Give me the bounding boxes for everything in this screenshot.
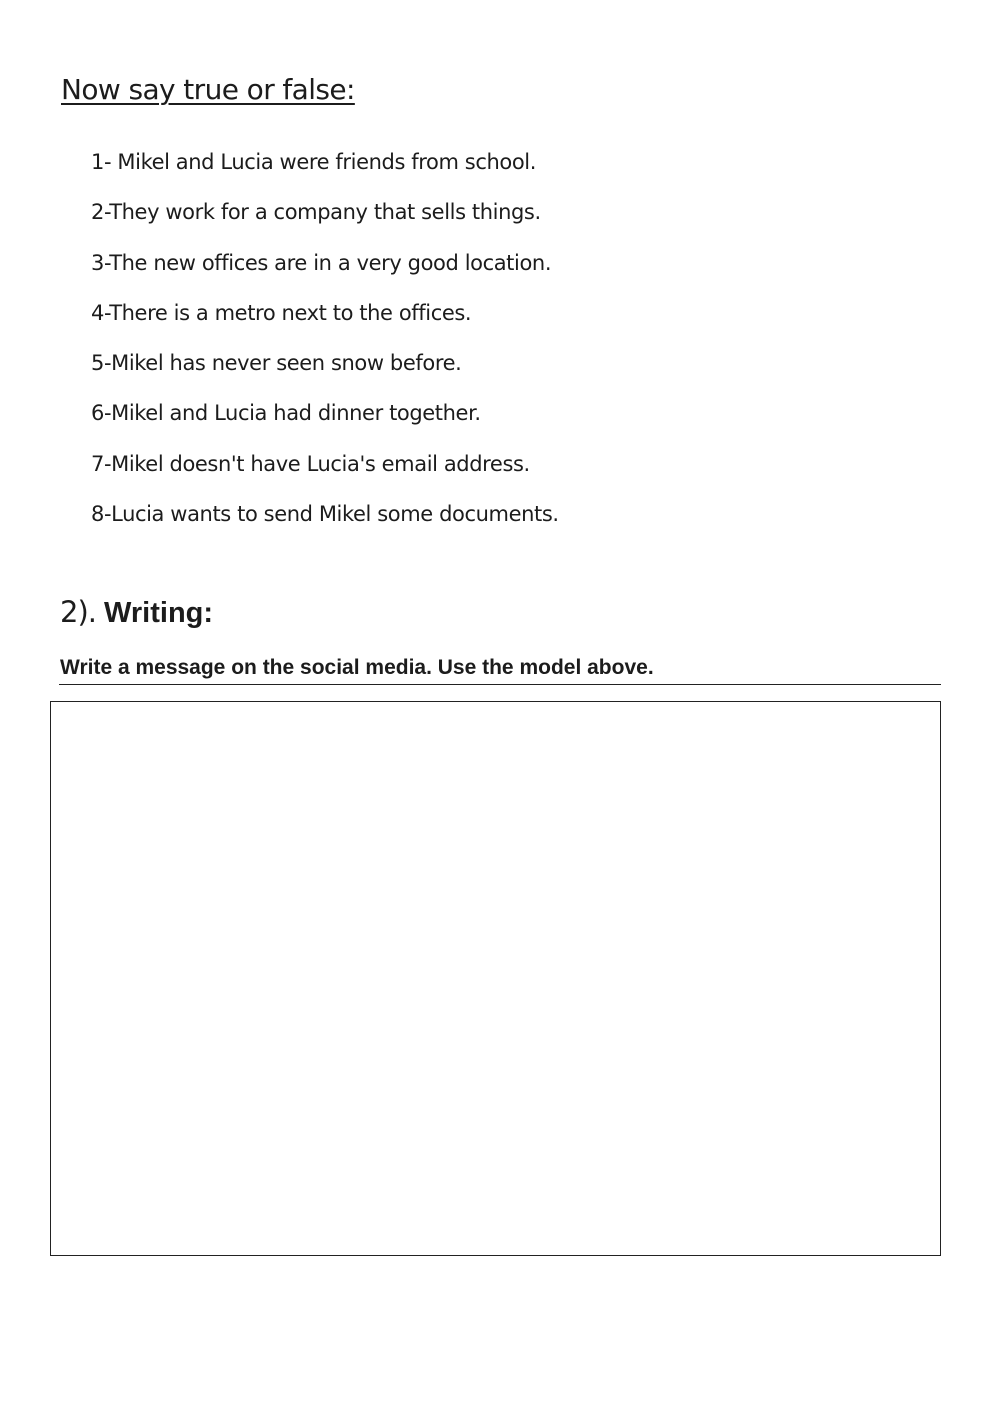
statement-5: 5-Mikel has never seen snow before. bbox=[91, 351, 462, 376]
writing-section-title bbox=[60, 592, 213, 633]
statement-7: 7-Mikel doesn't have Lucia's email address. bbox=[91, 451, 530, 476]
statement-1: 1- Mikel and Lucia were friends from school. bbox=[91, 150, 537, 174]
statement-8: 8-Lucia wants to send Mikel some documents. bbox=[91, 502, 559, 527]
writing-instruction: Write a message on the social media. Use the model above. bbox=[60, 656, 654, 679]
writing-section-label: Writing: bbox=[104, 597, 214, 629]
instruction-divider bbox=[59, 684, 941, 685]
true-false-statements bbox=[91, 145, 559, 547]
statement-6: 6-Mikel and Lucia had dinner together. bbox=[91, 401, 481, 426]
writing-section-number: 2). bbox=[60, 595, 96, 629]
statement-4: 4-There is a metro next to the offices. bbox=[91, 300, 472, 325]
true-false-title: Now say true or false: bbox=[61, 73, 355, 106]
statement-2: 2-They work for a company that sells things. bbox=[91, 200, 541, 225]
writing-answer-box[interactable] bbox=[50, 701, 941, 1256]
statement-3: 3-The new offices are in a very good location. bbox=[91, 250, 552, 275]
